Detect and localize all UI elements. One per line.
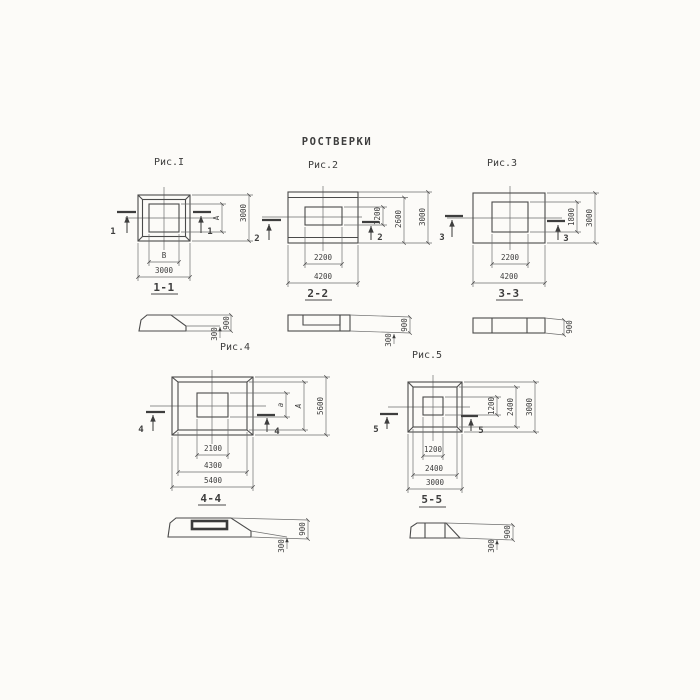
- section-4-4: [168, 492, 308, 553]
- section1-dim-step: 300: [210, 327, 219, 341]
- sheet-title: РОСТВЕРКИ: [301, 136, 373, 148]
- fig2-dim-outer-height: 3000: [418, 207, 427, 227]
- fig4-section-mark-right: [257, 415, 280, 437]
- fig5-dim-mid-width: 2400: [424, 464, 444, 473]
- section5-dim-step: 300: [487, 539, 496, 553]
- fig5-dim-inner-height: 1200: [487, 396, 496, 416]
- fig4-dim-inner-width: 2100: [203, 444, 223, 453]
- fig3-dim-outer-height: 3000: [585, 208, 594, 228]
- section1-dim-height: 900: [222, 316, 231, 330]
- fig3-plan: [439, 158, 599, 287]
- fig3-mark-number: 3: [563, 234, 569, 244]
- fig1-dim-outer-height: 3000: [239, 203, 248, 223]
- fig5-mark-number: 5: [478, 426, 484, 436]
- fig3-dim-inner-width: 2200: [500, 253, 520, 262]
- fig5-plan: [373, 350, 539, 493]
- fig2-dim-inner-height: 1200: [373, 206, 382, 226]
- section4-dim-height: 900: [298, 522, 307, 536]
- fig3-dim-outer-width: 4200: [499, 272, 519, 281]
- fig5-mark-number: 5: [373, 425, 379, 435]
- fig4-dim-inner-height: a: [276, 402, 285, 408]
- section3-title: 3-3: [498, 287, 520, 300]
- fig2-section-mark-left: [254, 220, 281, 244]
- fig3-title: Рис.3: [486, 158, 518, 169]
- fig4-mark-number: 4: [274, 427, 280, 437]
- fig1-mark-number: 1: [110, 227, 116, 237]
- fig4-dim-outer-height: 5600: [316, 396, 325, 416]
- fig4-dim-outer-width: 5400: [203, 476, 223, 485]
- fig2-dim-inner-width: 2200: [313, 253, 333, 262]
- section-1-1: [139, 281, 231, 341]
- section2-dim-step: 300: [384, 333, 393, 347]
- section-2-2: [288, 287, 410, 347]
- fig5-section-mark-left: [373, 414, 398, 435]
- fig2-dim-outer-width: 4200: [313, 272, 333, 281]
- fig2-mark-number: 2: [254, 234, 260, 244]
- fig1-mark-number: 1: [207, 227, 213, 237]
- fig4-title: Рис.4: [219, 342, 251, 353]
- section3-dim-height: 900: [565, 320, 574, 334]
- section2-dim-height: 900: [400, 318, 409, 332]
- fig4-dim-mid-width: 4300: [203, 461, 223, 470]
- section2-title: 2-2: [307, 287, 329, 300]
- section-5-5: [410, 493, 513, 553]
- fig2-dim-mid-height: 2600: [394, 209, 403, 229]
- fig1-section-mark-right: [193, 212, 213, 237]
- section5-dim-height: 900: [503, 525, 512, 539]
- fig3-mark-number: 3: [439, 233, 445, 243]
- fig2-plan: [254, 160, 432, 287]
- fig1-dim-inner-width: B: [161, 251, 167, 260]
- fig1-dim-outer-width: 3000: [154, 266, 174, 275]
- fig3-dim-inner-height: 1800: [567, 207, 576, 227]
- fig5-dim-mid-height: 2400: [506, 397, 515, 417]
- fig1-section-mark-left: [110, 212, 136, 237]
- fig5-title: Рис.5: [411, 350, 443, 361]
- fig4-mark-number: 4: [138, 425, 144, 435]
- fig2-title: Рис.2: [307, 160, 339, 171]
- fig1-plan: [110, 157, 253, 281]
- fig5-section-mark-right: [461, 416, 484, 436]
- fig3-section-mark-left: [439, 216, 463, 243]
- fig1-dim-inner-height: A: [212, 215, 221, 221]
- section5-title: 5-5: [421, 493, 443, 506]
- fig4-plan: [138, 342, 330, 491]
- fig3-section-mark-right: [547, 221, 569, 244]
- fig5-dim-outer-height: 3000: [525, 397, 534, 417]
- section1-title: 1-1: [153, 281, 175, 294]
- fig5-dim-inner-width: 1200: [423, 445, 443, 454]
- section4-dim-step: 300: [277, 539, 286, 553]
- fig4-dim-mid-height: A: [294, 403, 303, 409]
- fig1-title: Рис.I: [153, 157, 185, 168]
- section4-title: 4-4: [200, 492, 222, 505]
- section-3-3: [473, 287, 574, 335]
- fig5-dim-outer-width: 3000: [425, 478, 445, 487]
- fig2-mark-number: 2: [377, 233, 383, 243]
- fig4-section-mark-left: [138, 412, 165, 435]
